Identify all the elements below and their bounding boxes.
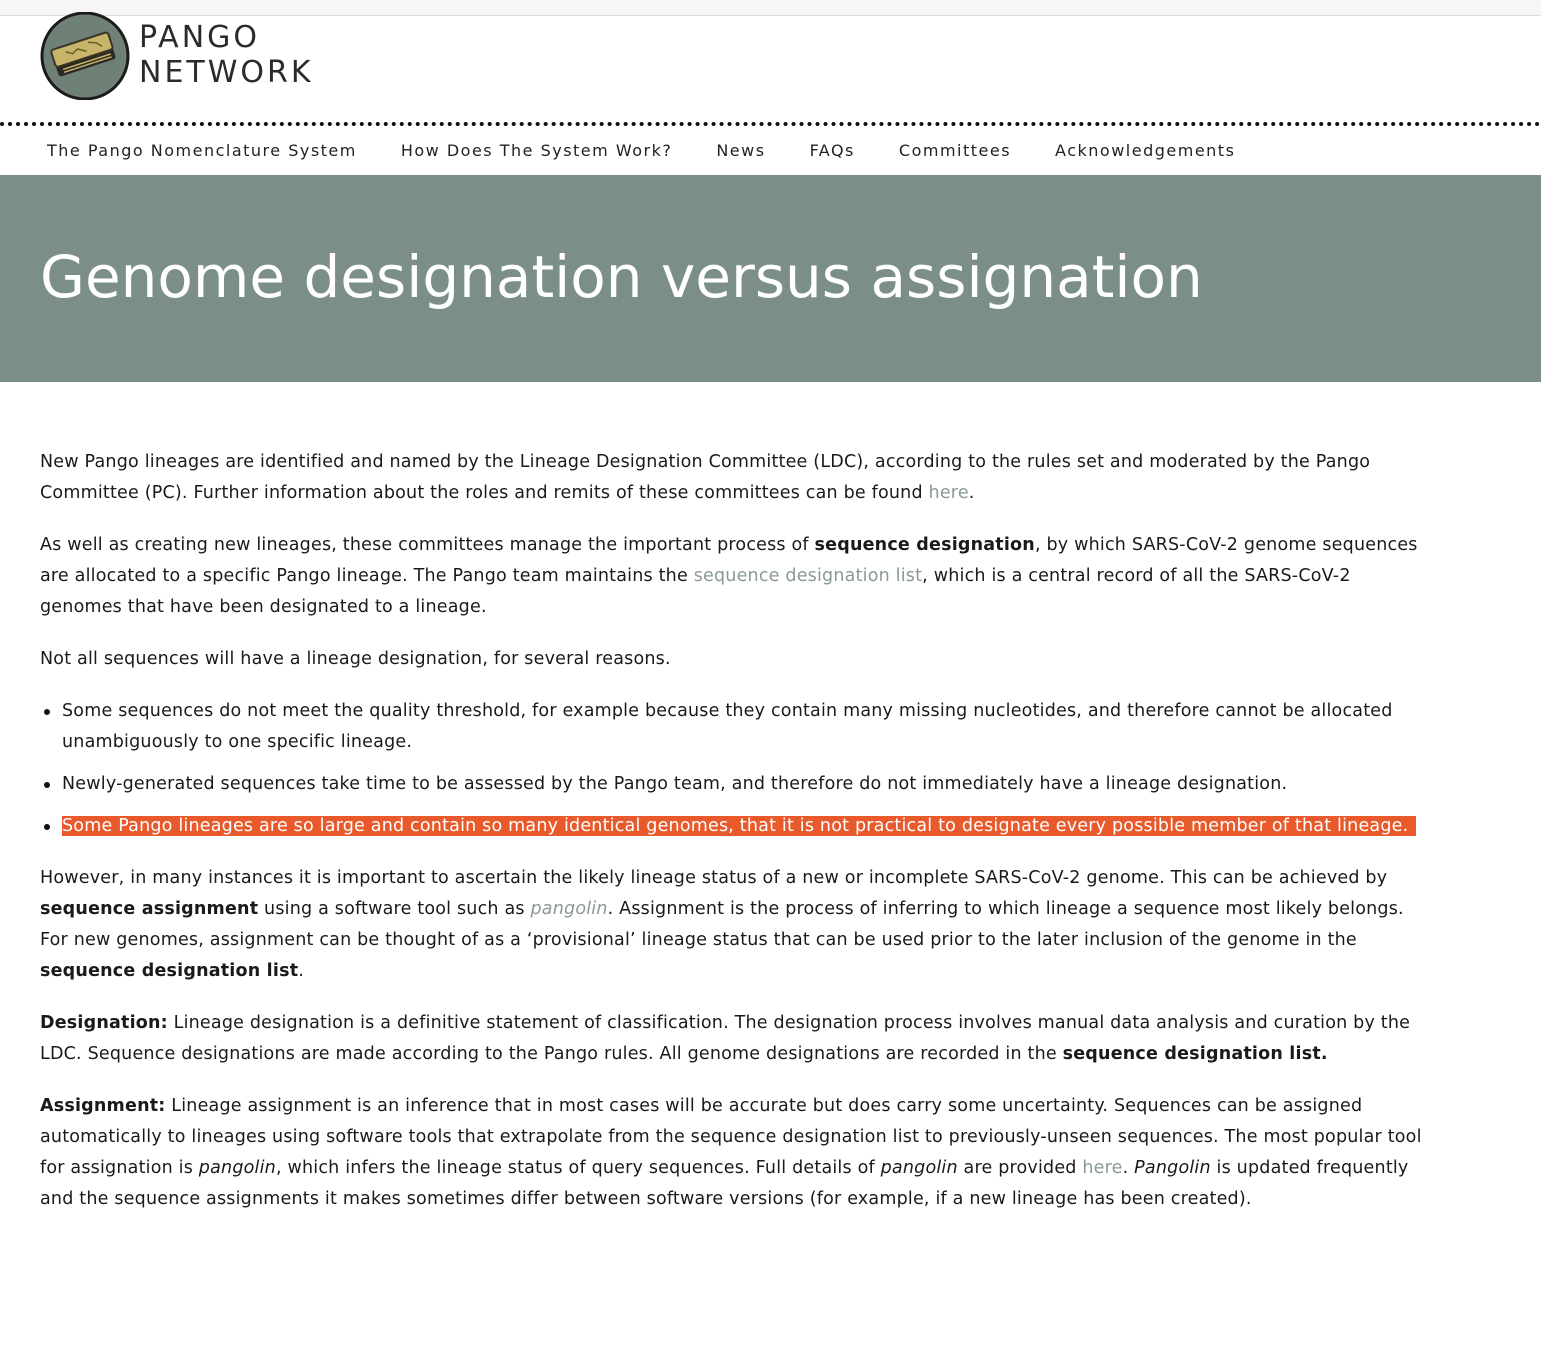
italic-term: pangolin	[198, 1158, 276, 1178]
nav-item-committees[interactable]: Committees	[898, 141, 1012, 160]
text-span: is updated frequently and the sequence assignments it makes sometimes differ between software versions (for example, if a new lineage has been created).	[40, 1158, 1409, 1209]
text-span: , which is a central record of all the SARS-CoV-2 genomes that have been designated to a lineage.	[40, 566, 1351, 617]
committees-here-link[interactable]: here	[928, 483, 969, 503]
page-hero	[0, 175, 1541, 382]
text-span: using a software tool such as	[258, 899, 531, 919]
bold-term: sequence designation	[814, 535, 1035, 555]
brand-line-2: NETWORK	[139, 55, 314, 90]
reasons-list	[40, 696, 1425, 842]
browser-top-strip	[0, 0, 1541, 16]
pangolin-link[interactable]: pangolin	[530, 899, 608, 919]
text-span: Lineage assignment is an inference that in most cases will be accurate but does carry some uncertainty. Sequences can be assigned automatically to lineages using software tools that extrapolate from the sequence designation list to previously-unseen sequences. The most popular tool for assignation is	[40, 1096, 1422, 1178]
definition-label: Assignment:	[40, 1096, 166, 1116]
intro-paragraph	[40, 447, 1425, 509]
main-nav	[47, 141, 1279, 165]
text-span: , which infers the lineage status of query sequences. Full details of	[275, 1158, 881, 1178]
site-brand[interactable]	[139, 20, 314, 90]
assignment-paragraph	[40, 863, 1425, 987]
nav-item-faqs[interactable]: FAQs	[809, 141, 855, 160]
pangolin-details-here-link[interactable]: here	[1082, 1158, 1123, 1178]
designation-definition	[40, 1008, 1425, 1070]
text-span: .	[1122, 1158, 1135, 1178]
text-span: Lineage designation is a definitive statement of classification. The designation process involves manual data analysis and curation by the LDC. Sequence designations are made according to the Pango rules. All genome designations are recorded in the	[40, 1013, 1411, 1064]
nav-item-acknowledgements[interactable]: Acknowledgements	[1055, 141, 1236, 160]
list-item: Newly-generated sequences take time to be assessed by the Pango team, and therefore do not immediately have a lineage designation.	[62, 769, 1425, 800]
text-span: As well as creating new lineages, these committees manage the important process of	[40, 535, 815, 555]
bold-term: sequence assignment	[40, 899, 259, 919]
italic-term: Pangolin	[1134, 1158, 1211, 1178]
text-span: However, in many instances it is important to ascertain the likely lineage status of a new or incomplete SARS-CoV-2 genome. This can be achieved by	[40, 868, 1388, 888]
definition-label: Designation:	[40, 1013, 168, 1033]
text-span: . Assignment is the process of inferring to which lineage a sequence most likely belongs. For new genomes, assignment can be thought of as a ‘provisional’ lineage status that can be used prior to the later inclusion of the genome in the	[40, 899, 1404, 950]
selected-text-highlight[interactable]: Some Pango lineages are so large and contain so many identical genomes, that it is not practical to designate every possible member of that lineage.	[62, 816, 1416, 836]
bold-term: sequence designation list	[40, 961, 299, 981]
header-divider	[0, 122, 1541, 126]
assignment-definition	[40, 1091, 1425, 1215]
list-item: Some sequences do not meet the quality threshold, for example because they contain many missing nucleotides, and therefore cannot be allocated unambiguously to one specific lineage.	[62, 696, 1425, 758]
nav-item-news[interactable]: News	[716, 141, 766, 160]
text-span: , by which SARS-CoV-2 genome sequences are allocated to a specific Pango lineage. The Pango team maintains the	[40, 535, 1418, 586]
text-span: .	[968, 483, 975, 503]
book-icon	[40, 12, 130, 100]
sequence-designation-list-link[interactable]: sequence designation list	[693, 566, 923, 586]
reasons-intro: Not all sequences will have a lineage designation, for several reasons.	[40, 649, 671, 669]
text-span: are provided	[957, 1158, 1083, 1178]
italic-term: pangolin	[880, 1158, 958, 1178]
nav-item-nomenclature-system[interactable]: The Pango Nomenclature System	[47, 141, 357, 160]
bold-term: sequence designation list.	[1062, 1044, 1328, 1064]
page-title: Genome designation versus assignation	[40, 243, 1203, 311]
list-item	[62, 811, 1425, 842]
text-span: New Pango lineages are identified and named by the Lineage Designation Committee (LDC), according to the rules set and moderated by the Pango Committee (PC). Further information about the roles and remits of these committees can be found	[40, 452, 1371, 503]
text-span: .	[298, 961, 305, 981]
article-content	[40, 447, 1425, 1236]
brand-line-1: PANGO	[139, 20, 260, 55]
nav-item-how-system-works[interactable]: How Does The System Work?	[400, 141, 673, 160]
designation-paragraph	[40, 530, 1425, 623]
site-logo-link[interactable]	[40, 12, 130, 100]
